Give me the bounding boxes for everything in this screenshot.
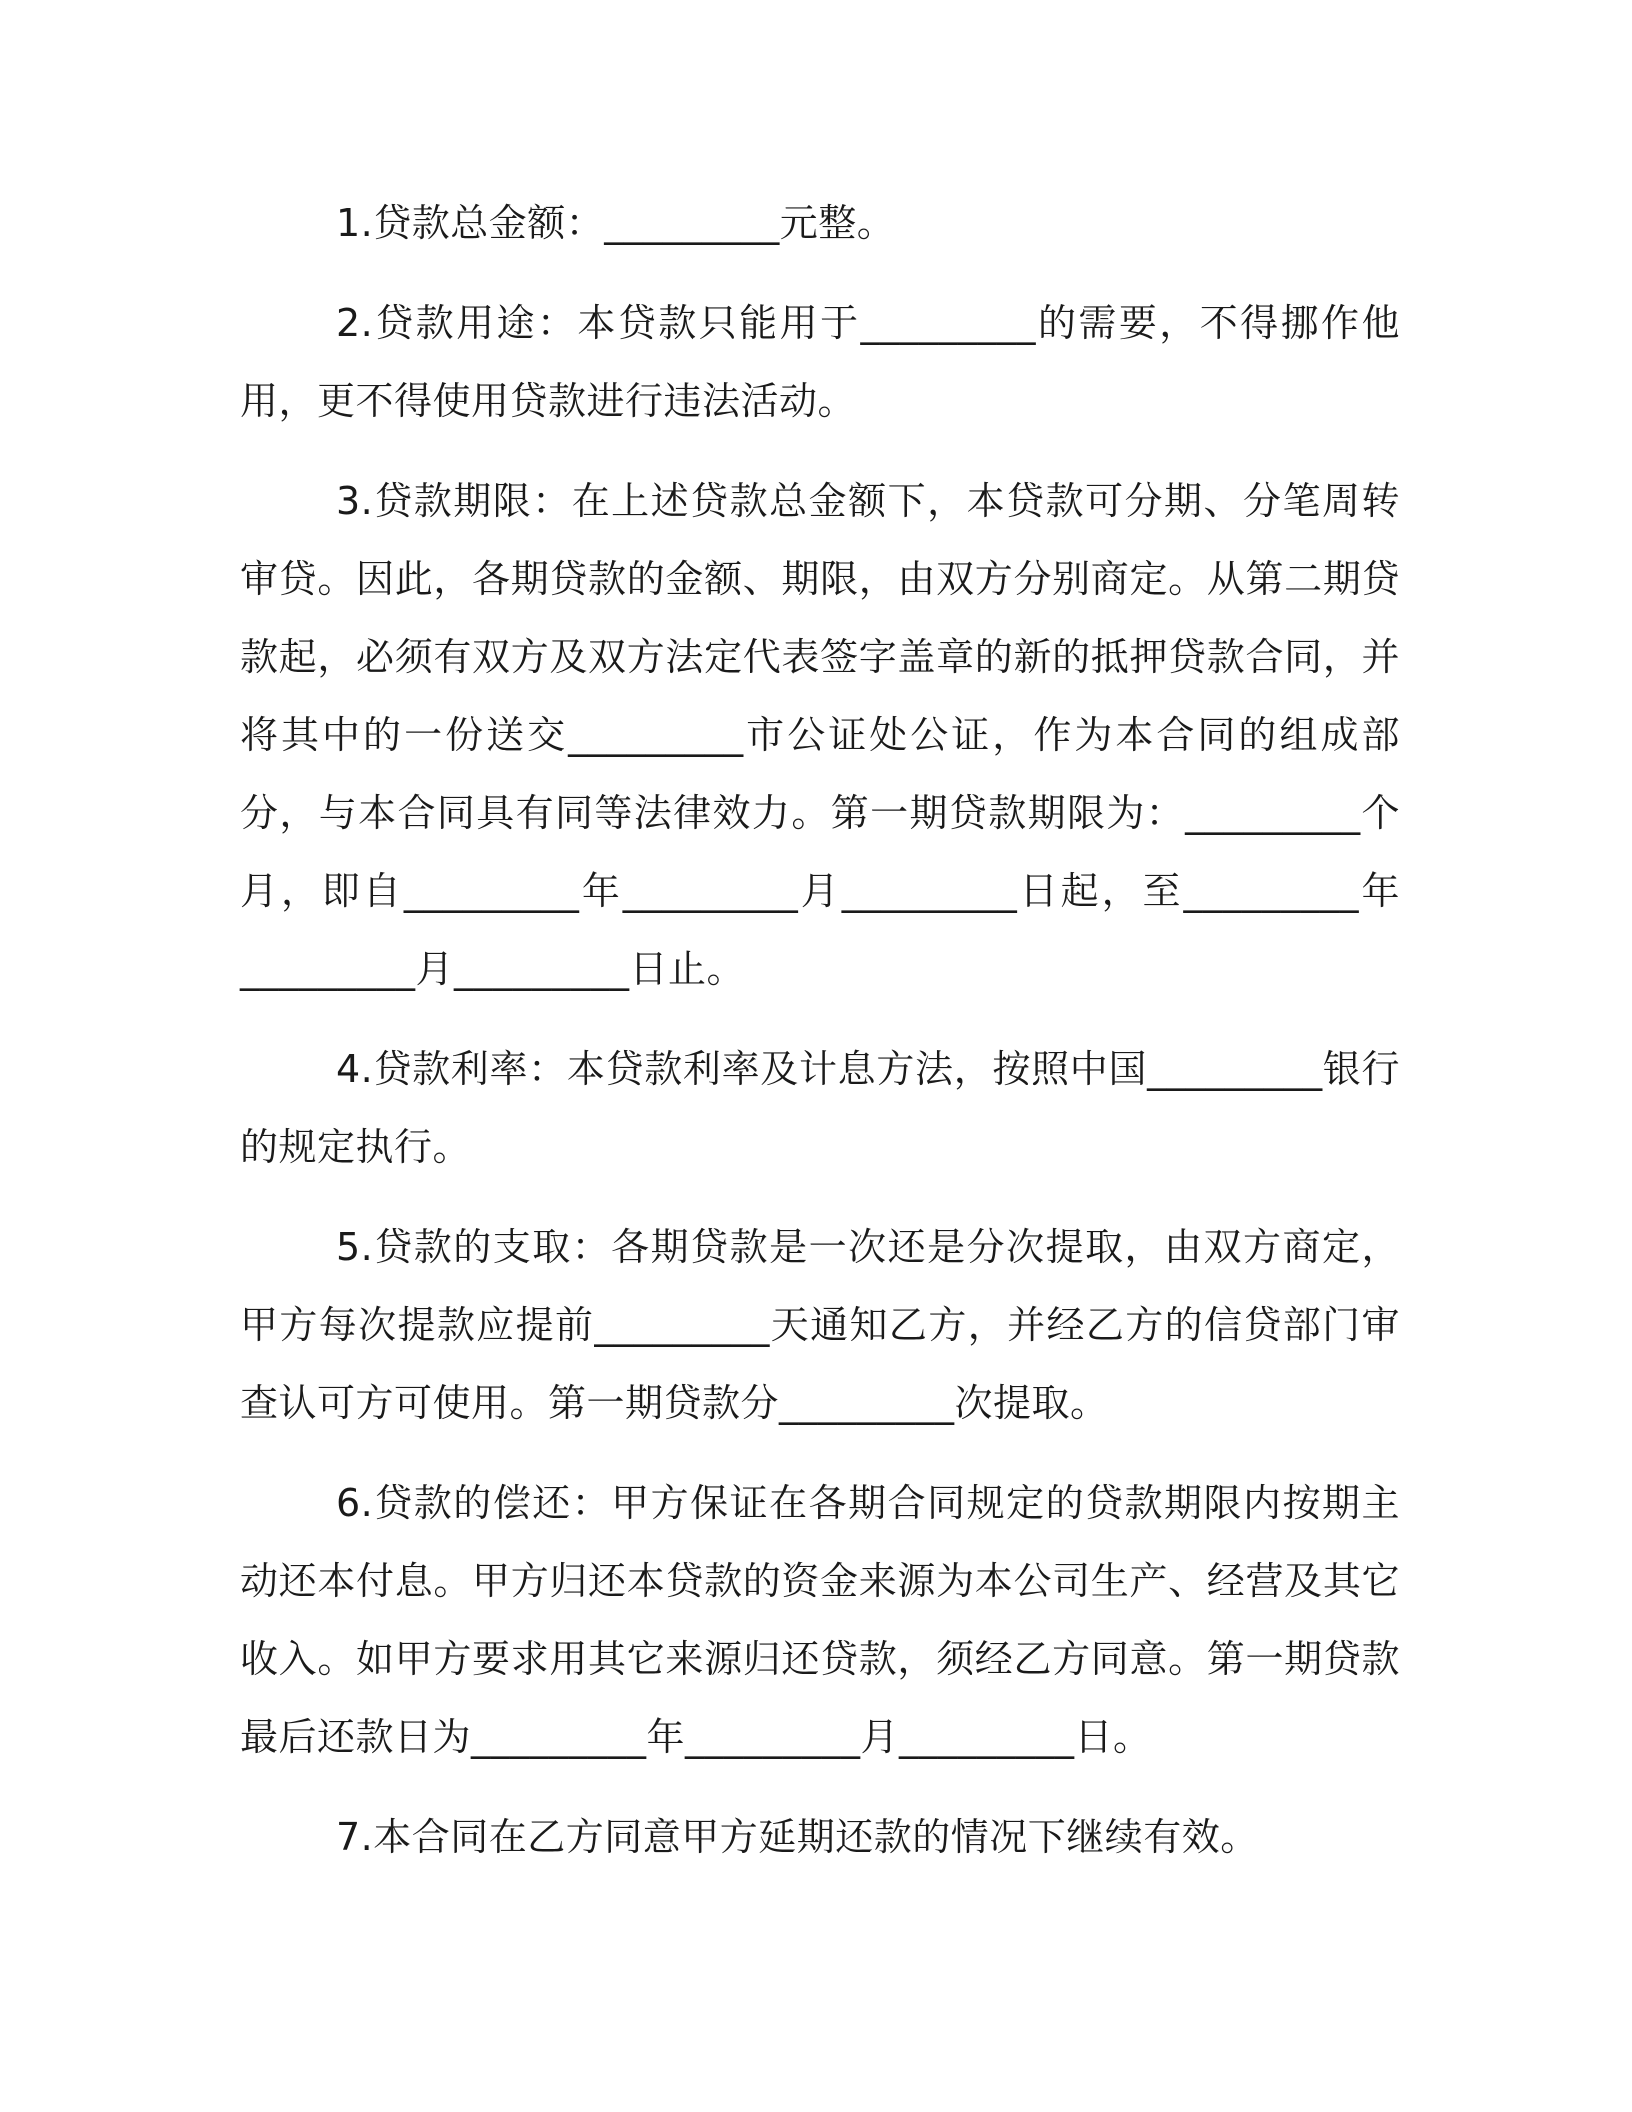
clause-4-interest-rate: 4.贷款利率：本贷款利率及计息方法，按照中国_________银行的规定执行。 (240, 1047, 1400, 1169)
clause-7-extension: 7.本合同在乙方同意甲方延期还款的情况下继续有效。 (336, 1815, 1259, 1859)
clause-5-withdrawal: 5.贷款的支取：各期贷款是一次还是分次提取，由双方商定，甲方每次提款应提前_________天通知乙方，并经乙方的信贷部门审查认可方可使用。第一期贷款分_________次提取。 (240, 1225, 1400, 1425)
document-body (240, 184, 1400, 1898)
clause-2-loan-purpose: 2.贷款用途：本贷款只能用于_________的需要，不得挪作他用，更不得使用贷款进行违法活动。 (240, 301, 1400, 423)
clause-6-repayment: 6.贷款的偿还：甲方保证在各期合同规定的贷款期限内按期主动还本付息。甲方归还本贷款的资金来源为本公司生产、经营及其它收入。如甲方要求用其它来源归还贷款，须经乙方同意。第一期贷款最后还款日为_________年_________月_________日。 (240, 1481, 1400, 1759)
clause-3-loan-term: 3.贷款期限：在上述贷款总金额下，本贷款可分期、分笔周转审贷。因此，各期贷款的金额、期限，由双方分别商定。从第二期贷款起，必须有双方及双方法定代表签字盖章的新的抵押贷款合同，并将其中的一份送交_________市公证处公证，作为本合同的组成部分，与本合同具有同等法律效力。第一期贷款期限为：_________个月，即自_________年_________月_________日起，至_________年_________月_________日止。 (240, 479, 1400, 991)
clause-1-loan-amount: 1.贷款总金额：_________元整。 (336, 201, 896, 245)
